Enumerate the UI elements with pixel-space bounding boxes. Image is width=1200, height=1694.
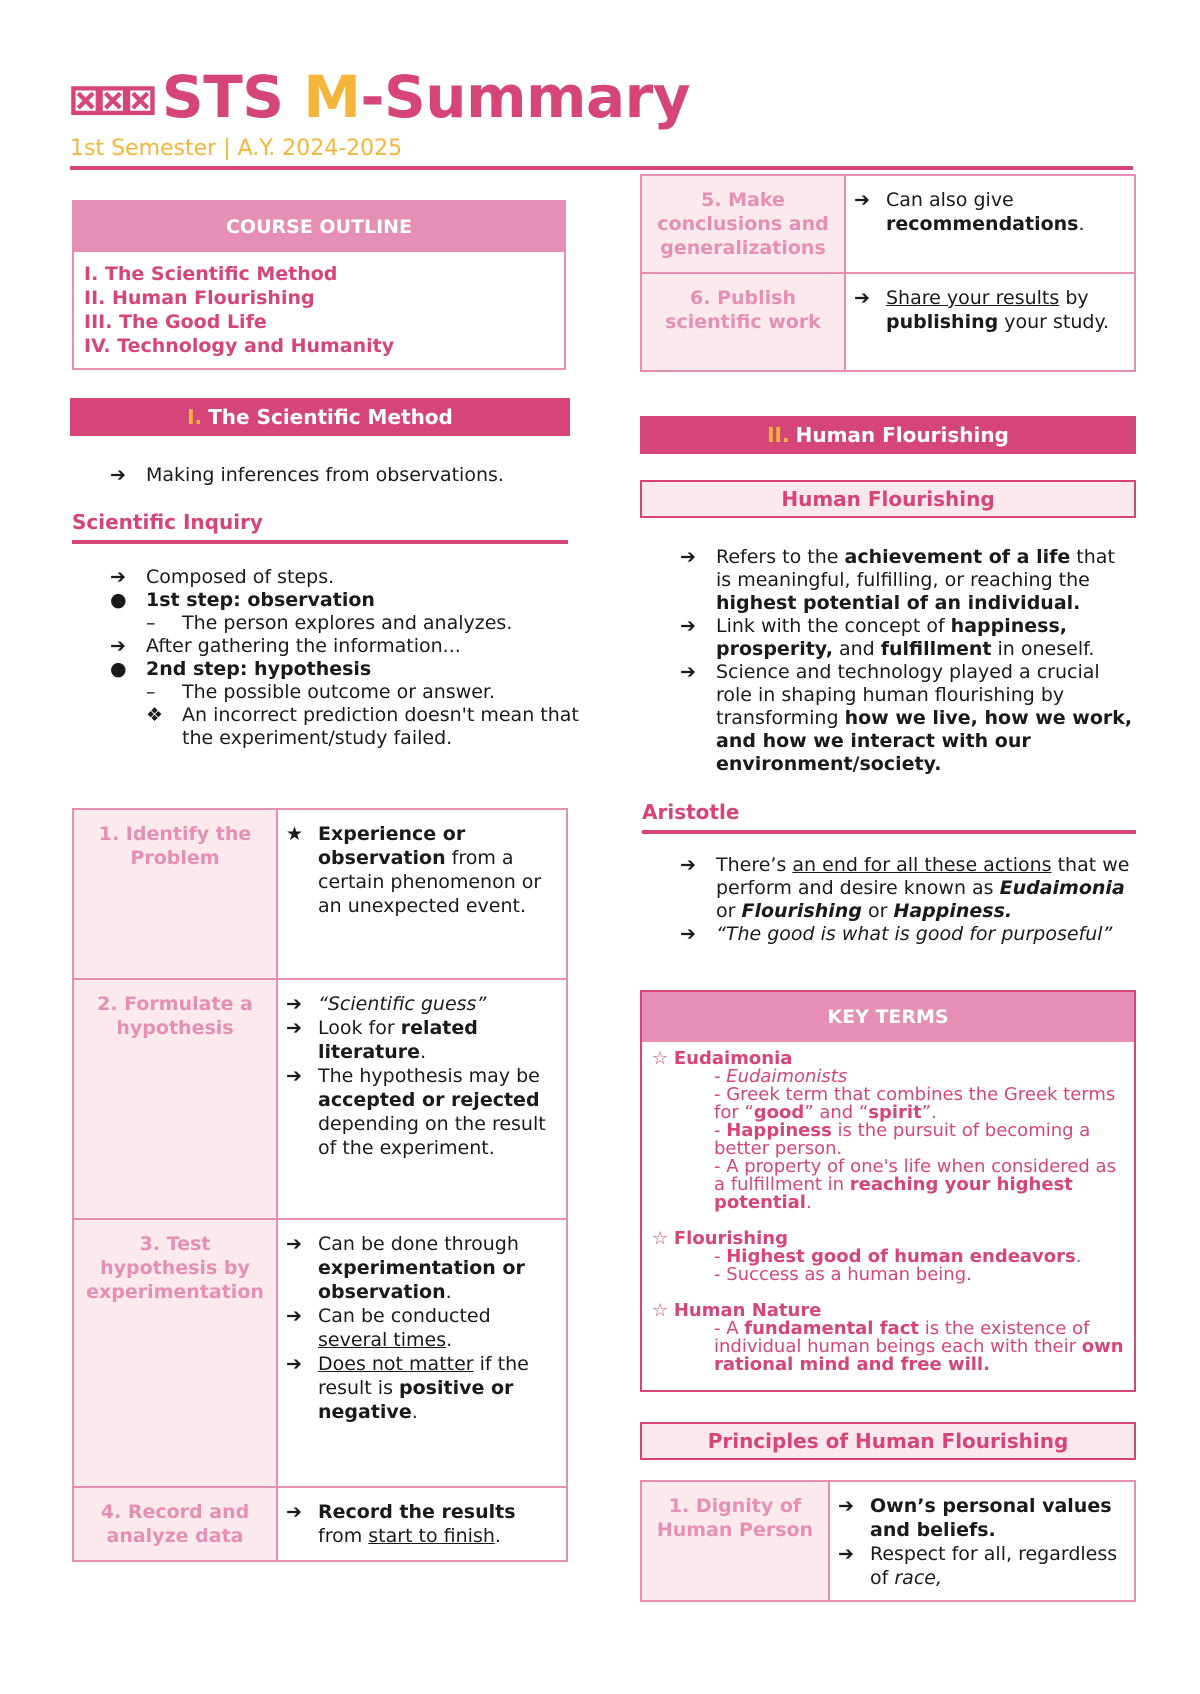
text-run: happiness, prosperity, — [716, 615, 1067, 660]
arrow-icon: ➔ — [110, 464, 126, 486]
arrow-icon: ➔ — [680, 546, 696, 568]
text-run: Can also give — [886, 189, 1014, 211]
text-run: how we live, how we work, and how we interact with our environment/society. — [716, 707, 1133, 775]
human-flourishing-heading: Human Flourishing — [640, 480, 1136, 518]
text-run: and — [832, 638, 881, 660]
table-row — [641, 273, 1135, 371]
aristotle-rule — [642, 830, 1136, 834]
text-run: Eudaimonia — [999, 877, 1125, 899]
step-item — [838, 1542, 1126, 1590]
list-item — [680, 615, 1136, 661]
arrow-icon: ➔ — [110, 566, 126, 588]
step-label: 6. Publish scientific work — [641, 273, 845, 371]
diamond-icon: ❖ — [146, 704, 164, 726]
step-item — [286, 1304, 558, 1352]
arrow-icon: ➔ — [680, 661, 696, 683]
inquiry-item — [110, 704, 580, 750]
dash-icon: – — [146, 612, 156, 634]
step-label: 2. Formulate a hypothesis — [73, 979, 277, 1219]
arrow-icon: ➔ — [286, 1501, 302, 1523]
text-run: Highest good of human endeavors — [726, 1246, 1076, 1267]
text-run: related literature — [318, 1017, 478, 1063]
key-term-definition — [652, 1266, 1124, 1284]
text-run: that we perform and desire known as — [716, 854, 1130, 899]
text-run: spirit — [868, 1102, 922, 1123]
text-run: fulfillment — [880, 638, 992, 660]
principles-table — [640, 1480, 1136, 1602]
steps-table — [72, 808, 568, 1562]
key-terms-box — [640, 990, 1136, 1392]
inquiry-item — [110, 589, 580, 612]
step-item — [838, 1494, 1126, 1542]
text-run: Can be conducted — [318, 1305, 491, 1327]
arrow-icon: ➔ — [680, 854, 696, 876]
inquiry-item — [110, 566, 580, 589]
step-content — [845, 273, 1135, 371]
star-icon: ★ — [286, 823, 304, 845]
arrow-icon: ➔ — [286, 1017, 302, 1039]
text-run: - Success as a human being. — [714, 1264, 972, 1285]
inquiry-text: 1st step: observation — [146, 589, 375, 611]
step-label: 1. Identify the Problem — [73, 809, 277, 979]
key-term-label: Human Nature — [673, 1300, 822, 1321]
text-run: positive or negative — [318, 1377, 514, 1423]
inquiry-text: Composed of steps. — [146, 566, 335, 588]
human-flourishing-list — [680, 546, 1136, 776]
bullet-icon: ● — [110, 589, 127, 611]
arrow-icon: ➔ — [110, 635, 126, 657]
text-run: start to finish — [368, 1525, 495, 1547]
text-run: race, — [894, 1567, 942, 1589]
text-run: Respect for all, regardless of — [870, 1543, 1118, 1589]
text-run: . — [411, 1401, 418, 1423]
text-run: ”. — [921, 1102, 937, 1123]
text-run: highest potential of an individual. — [716, 592, 1081, 614]
list-item — [680, 546, 1136, 615]
aristotle-list — [680, 854, 1136, 946]
arrow-icon: ➔ — [286, 993, 302, 1015]
intro-text: Making inferences from observations. — [146, 464, 504, 486]
text-run: by — [1059, 287, 1089, 309]
title-right: -Summary — [360, 63, 691, 131]
text-run: Share your results — [886, 287, 1060, 309]
key-term-label: Eudaimonia — [673, 1048, 793, 1069]
text-run: Experience or observation — [318, 823, 466, 869]
section-number: I. — [187, 405, 203, 429]
text-run: Can be done through — [318, 1233, 519, 1255]
text-run: your study. — [998, 311, 1110, 333]
text-run: reaching your highest potential — [714, 1174, 1073, 1213]
scientific-inquiry-list — [110, 566, 580, 750]
arrow-icon: ➔ — [854, 287, 870, 309]
aristotle-heading: Aristotle — [642, 800, 740, 824]
text-run: or — [716, 900, 742, 922]
text-run: . — [494, 1525, 501, 1547]
inquiry-text: After gathering the information... — [146, 635, 461, 657]
step-label: 5. Make conclusions and generalizations — [641, 175, 845, 273]
text-run: in oneself. — [991, 638, 1095, 660]
text-run: . — [420, 1041, 427, 1063]
title-left: STS — [161, 63, 304, 131]
key-term-definition — [652, 1086, 1124, 1122]
step-label: 4. Record and analyze data — [73, 1487, 277, 1561]
text-run: experimentation or observation — [318, 1257, 525, 1303]
text-run: publishing — [886, 311, 999, 333]
outline-item[interactable]: IV. Technology and Humanity — [84, 335, 395, 357]
list-item — [680, 661, 1136, 776]
step-content — [277, 979, 567, 1219]
text-run: Eudaimonists — [726, 1066, 848, 1087]
scientific-inquiry-rule — [72, 540, 568, 544]
outline-item[interactable]: III. The Good Life — [84, 311, 267, 333]
text-run: The hypothesis may be — [318, 1065, 540, 1087]
text-run: Happiness. — [893, 900, 1013, 922]
section1-intro — [110, 464, 570, 487]
arrow-icon: ➔ — [680, 923, 696, 945]
text-run: . — [445, 1281, 452, 1303]
section-bar-human-flourishing — [640, 416, 1136, 454]
arrow-icon: ➔ — [680, 615, 696, 637]
outline-item[interactable]: II. Human Flourishing — [84, 287, 315, 309]
text-run: depending on the result of the experiment. — [318, 1113, 546, 1159]
arrow-icon: ➔ — [838, 1495, 854, 1517]
step-item — [286, 1016, 558, 1064]
checkbox-icons: ⊠⊠⊠ — [70, 70, 152, 130]
arrow-icon: ➔ — [286, 1353, 302, 1375]
inquiry-item — [110, 658, 580, 681]
inquiry-item — [110, 681, 580, 704]
step-item — [286, 1064, 558, 1160]
key-term-label: Flourishing — [673, 1228, 788, 1249]
text-run: . — [1075, 1246, 1082, 1267]
text-run: from a certain phenomenon or an unexpected event. — [318, 847, 542, 917]
course-outline-list — [74, 252, 564, 368]
text-run: fundamental fact — [744, 1318, 919, 1339]
step-label: 1. Dignity of Human Person — [641, 1481, 829, 1601]
text-run: Science and technology played a crucial role in shaping human flourishing by transforming — [716, 661, 1100, 729]
star-outline-icon: ☆ — [652, 1228, 674, 1249]
text-run: good — [753, 1102, 805, 1123]
step-item — [286, 992, 558, 1016]
key-terms-heading: KEY TERMS — [642, 992, 1134, 1042]
inquiry-text: The person explores and analyzes. — [182, 612, 513, 634]
text-run: recommendations — [886, 213, 1079, 235]
text-run: Flourishing — [741, 900, 862, 922]
step-content — [277, 809, 567, 979]
text-run: - — [714, 1066, 727, 1087]
text-run: own rational mind and free will. — [714, 1336, 1124, 1375]
text-run: Link with the concept of — [716, 615, 951, 637]
header-divider — [70, 166, 1133, 170]
text-run: Refers to the — [716, 546, 845, 568]
step-content — [277, 1219, 567, 1487]
text-run: “The good is what is good for purposeful” — [716, 923, 1113, 945]
list-item — [680, 854, 1136, 923]
key-term-definition — [652, 1320, 1124, 1374]
text-run: Happiness — [726, 1120, 832, 1141]
table-row — [73, 809, 567, 979]
section-bar-scientific-method — [70, 398, 570, 436]
inquiry-item — [110, 612, 580, 635]
text-run: or — [861, 900, 894, 922]
inquiry-text: An incorrect prediction doesn't mean that the experiment/study failed. — [182, 704, 579, 749]
arrow-icon: ➔ — [286, 1233, 302, 1255]
step-item — [286, 822, 558, 918]
text-run: ” and “ — [804, 1102, 869, 1123]
list-item — [680, 923, 1136, 946]
arrow-icon: ➔ — [286, 1065, 302, 1087]
text-run: Record the results — [318, 1501, 516, 1523]
title-m: M — [303, 63, 361, 131]
text-run: Does not matter — [318, 1353, 474, 1375]
text-run: - — [714, 1246, 727, 1267]
arrow-icon: ➔ — [854, 189, 870, 211]
text-run: Look for — [318, 1017, 401, 1039]
arrow-icon: ➔ — [838, 1543, 854, 1565]
step-item — [854, 286, 1126, 334]
bullet-icon: ● — [110, 658, 127, 680]
inquiry-text: 2nd step: hypothesis — [146, 658, 372, 680]
text-run: several times — [318, 1329, 447, 1351]
table-row — [641, 1481, 1135, 1601]
course-outline-box — [72, 200, 566, 370]
step-item — [286, 1232, 558, 1304]
text-run: achievement of a life — [844, 546, 1071, 568]
text-run: from — [318, 1525, 369, 1547]
text-run: . — [805, 1192, 812, 1213]
text-run: - Greek term that combines the Greek terms for “ — [714, 1084, 1116, 1123]
text-run: that is meaningful, fulfilling, or reaching the — [716, 546, 1115, 591]
section-number: II. — [767, 423, 790, 447]
step-item — [286, 1500, 558, 1548]
key-term-definition — [652, 1158, 1124, 1212]
text-run: is the pursuit of becoming a better person. — [714, 1120, 1091, 1159]
scientific-inquiry-heading: Scientific Inquiry — [72, 510, 263, 534]
step-content — [829, 1481, 1135, 1601]
section-title: The Scientific Method — [208, 405, 453, 429]
table-row — [73, 979, 567, 1219]
table-row — [73, 1219, 567, 1487]
text-run: Own’s personal values and beliefs. — [870, 1495, 1112, 1541]
key-terms-body — [642, 1042, 1134, 1382]
text-run: if the result is — [318, 1353, 529, 1399]
text-run: . — [446, 1329, 453, 1351]
star-outline-icon: ☆ — [652, 1300, 674, 1321]
step-content — [845, 175, 1135, 273]
principles-heading: Principles of Human Flourishing — [640, 1422, 1136, 1460]
table-row — [641, 175, 1135, 273]
text-run: - A property of one's life when considered as a fulfillment in — [714, 1156, 1116, 1195]
text-run: - A — [714, 1318, 745, 1339]
text-run: “Scientific guess” — [318, 993, 487, 1015]
page-subtitle: 1st Semester | A.Y. 2024-2025 — [70, 136, 403, 161]
step-item — [854, 188, 1126, 236]
text-run: accepted or rejected — [318, 1089, 540, 1111]
step-content — [277, 1487, 567, 1561]
table-row — [73, 1487, 567, 1561]
dash-icon: – — [146, 681, 156, 703]
course-outline-heading: COURSE OUTLINE — [74, 202, 564, 252]
steps-table-continued — [640, 174, 1136, 372]
text-run: There’s — [716, 854, 793, 876]
star-outline-icon: ☆ — [652, 1048, 674, 1069]
inquiry-text: The possible outcome or answer. — [182, 681, 496, 703]
text-run: . — [1078, 213, 1085, 235]
text-run: is the existence of individual human beings each with their — [714, 1318, 1090, 1357]
arrow-icon: ➔ — [286, 1305, 302, 1327]
outline-item[interactable]: I. The Scientific Method — [84, 263, 338, 285]
page-title — [70, 64, 690, 131]
step-item — [286, 1352, 558, 1424]
text-run: - — [714, 1120, 727, 1141]
section-title: Human Flourishing — [795, 423, 1009, 447]
inquiry-item — [110, 635, 580, 658]
key-term-definition — [652, 1122, 1124, 1158]
step-label: 3. Test hypothesis by experimentation — [73, 1219, 277, 1487]
text-run: an end for all these actions — [792, 854, 1052, 876]
